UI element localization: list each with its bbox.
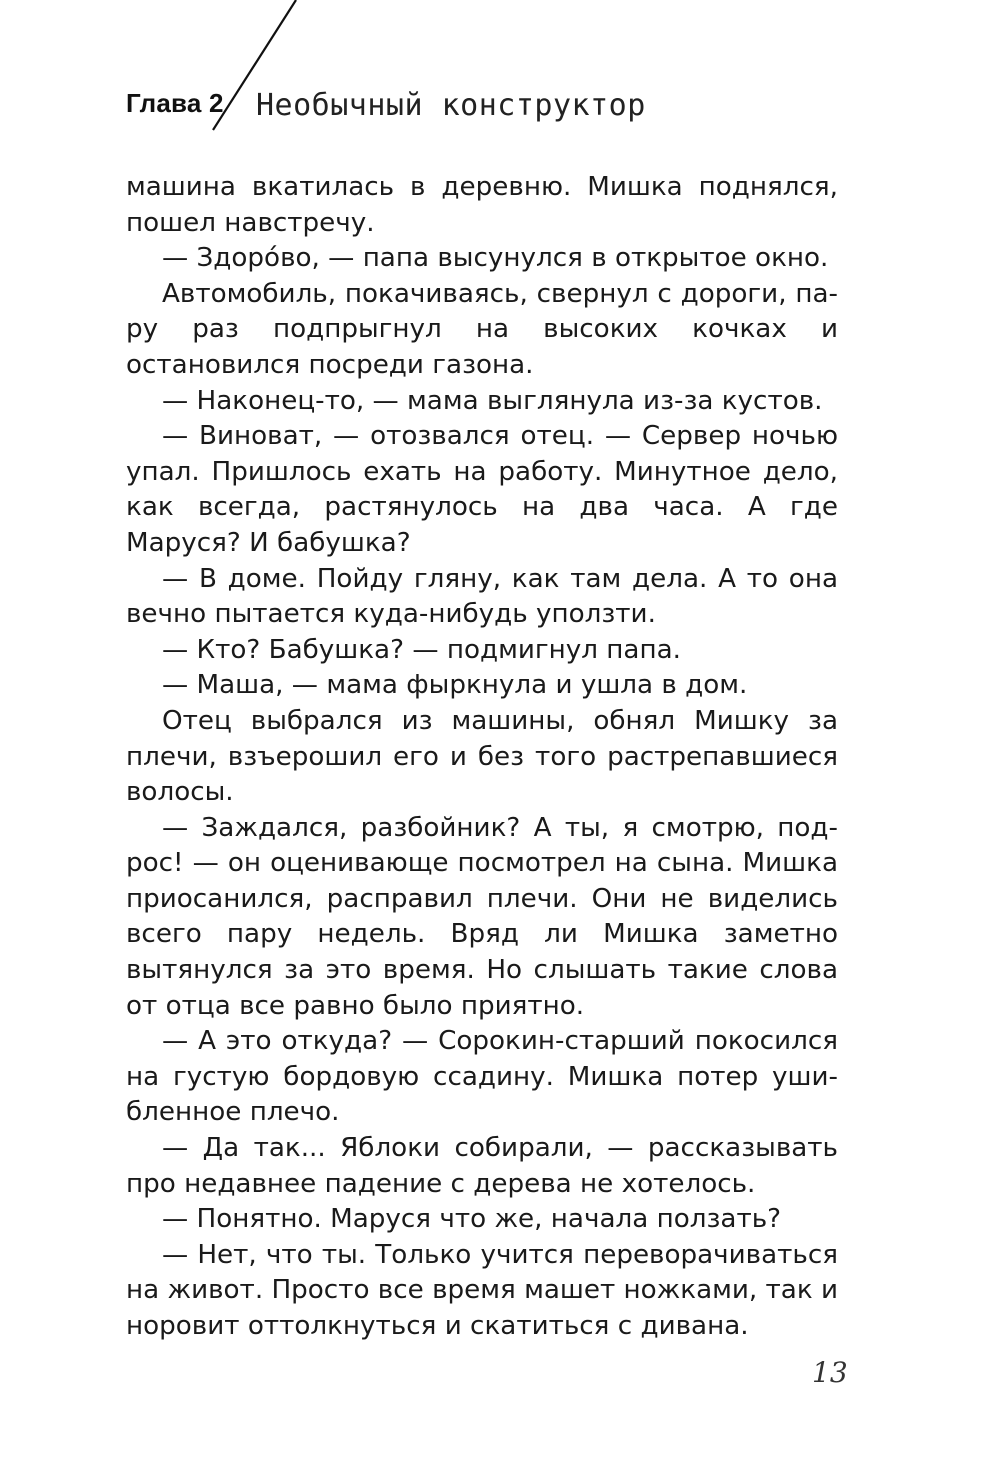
paragraph: — В доме. Пойду гляну, как там дела. А то она вечно пытается куда-нибудь уползти. (126, 563, 838, 630)
paragraph: Автомобиль, покачиваясь, свернул с дороги, пару раз подпрыгнул на высоких кочках и остановился посреди газона. (126, 278, 838, 380)
paragraph: Отец выбрался из машины, обнял Мишку за плечи, взъерошил его и без того растрепавшиеся волосы. (126, 705, 838, 808)
paragraph: — А это откуда? — Сорокин-старший покосился на густую бордовую ссадину. Мишка потер ушибленное плечо. (126, 1026, 838, 1128)
paragraph: — Маша, — мама фыркнула и ушла в дом. (162, 670, 748, 701)
chapter-header (0, 0, 1000, 160)
paragraph: — Нет, что ты. Только учится переворачиваться на живот. Просто все время машет ножками, так и норовит оттолкнуться и скатиться с дивана. (126, 1239, 839, 1341)
paragraph: — Наконец-то, — мама выглянула из-за кустов. (162, 385, 823, 416)
chapter-title: Необычный конструктор (256, 88, 646, 123)
paragraph: — Да так... Яблоки собирали, — рассказывать про недавнее падение с дерева не хотелось. (126, 1133, 838, 1199)
page-number: 13 (812, 1356, 848, 1389)
paragraph: — Заждался, разбойник? А ты, я смотрю, подрос! — он оценивающе посмотрел на сына. Мишка приосанился, расправил плечи. Они не виделись всего пару недель. Вряд ли Мишка заметно вытянулся за это время. Но слышать такие слова от отца все равно было приятно. (126, 812, 838, 1021)
paragraph: — Понятно. Маруся что же, начала ползать? (162, 1204, 782, 1235)
paragraph: — Виноват, — отозвался отец. — Сервер ночью упал. Пришлось ехать на работу. Минутное дело, как всегда, растянулось на два часа. А где Маруся? И бабушка? (126, 421, 838, 558)
paragraph: машина вкатилась в деревню. Мишка поднялся, пошел навстречу. (126, 172, 838, 238)
paragraph: — Здоро́во, — папа высунулся в открытое окно. (162, 243, 829, 274)
header-slash-divider (0, 0, 1000, 160)
chapter-body-text (126, 170, 838, 1345)
chapter-label: Глава 2 (126, 88, 224, 118)
paragraph: — Кто? Бабушка? — подмигнул папа. (162, 634, 681, 665)
